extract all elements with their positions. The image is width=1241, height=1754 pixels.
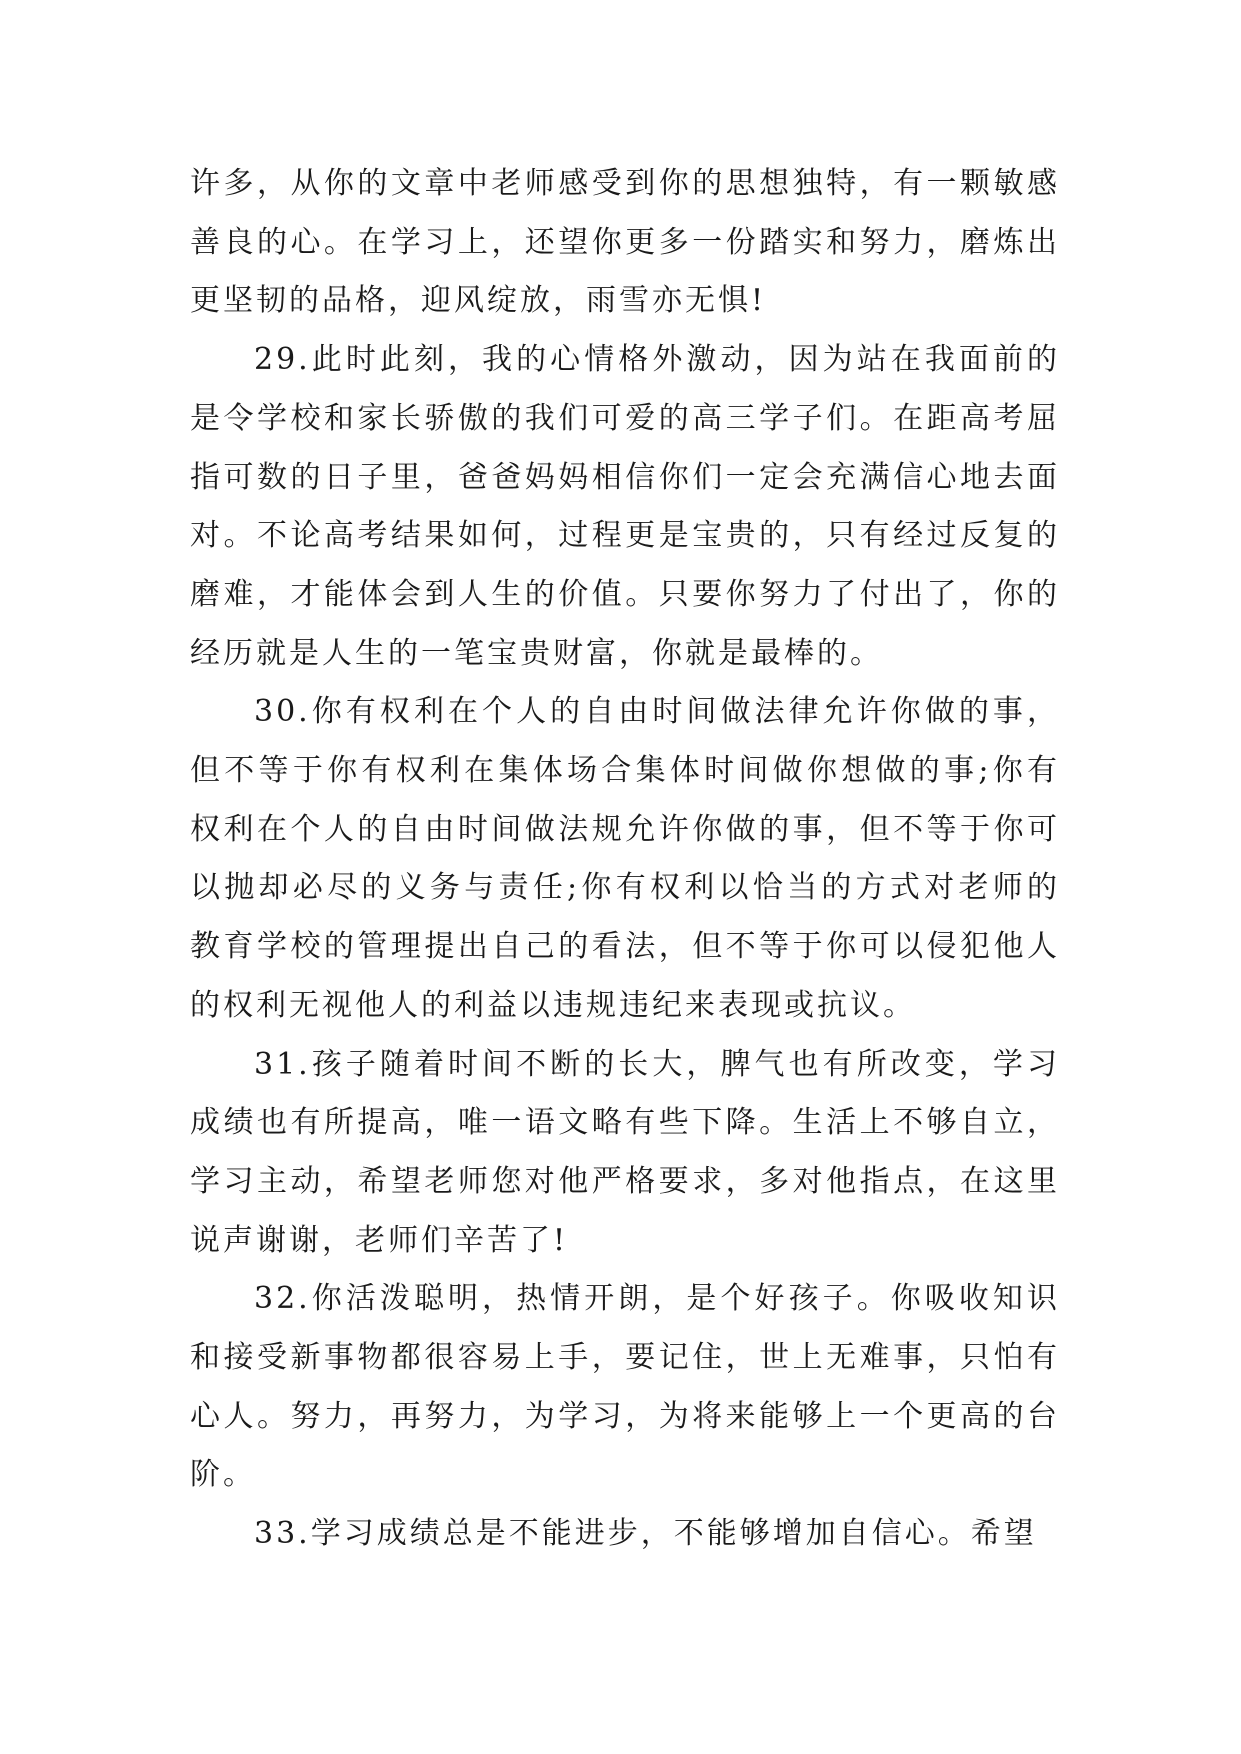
paragraph-33: 33.学习成绩总是不能进步，不能够增加自信心。希望 xyxy=(254,1516,1037,1552)
paragraph-29: 29.此时此刻，我的心情格外激动，因为站在我面前的是令学校和家长骄傲的我们可爱的高三学子们。在距高考屈指可数的日子里，爸爸妈妈相信你们一定会充满信心地去面对。不论高考结果如何，过程更是宝贵的，只有经过反复的磨难，才能体会到人生的价值。只要你努力了付出了，你的经历就是人生的一笔宝贵财富，你就是最棒的。 xyxy=(190,342,1060,671)
paragraph-28-continued: 许多，从你的文章中老师感受到你的思想独特，有一颗敏感善良的心。在学习上，还望你更多一份踏实和努力，磨炼出更坚韧的品格，迎风绽放，雨雪亦无惧! xyxy=(190,166,1060,319)
document-body xyxy=(190,155,1060,1564)
paragraph-30: 30.你有权利在个人的自由时间做法律允许你做的事，但不等于你有权利在集体场合集体时间做你想做的事;你有权利在个人的自由时间做法规允许你做的事，但不等于你可以抛却必尽的义务与责任;你有权利以恰当的方式对老师的教育学校的管理提出自己的看法，但不等于你可以侵犯他人的权利无视他人的利益以违规违纪来表现或抗议。 xyxy=(190,694,1060,1023)
paragraph-32: 32.你活泼聪明，热情开朗，是个好孩子。你吸收知识和接受新事物都很容易上手，要记住，世上无难事，只怕有心人。努力，再努力，为学习，为将来能够上一个更高的台阶。 xyxy=(190,1281,1060,1493)
paragraph-31: 31.孩子随着时间不断的长大，脾气也有所改变，学习成绩也有所提高，唯一语文略有些下降。生活上不够自立，学习主动，希望老师您对他严格要求，多对他指点，在这里说声谢谢，老师们辛苦了! xyxy=(190,1046,1060,1258)
